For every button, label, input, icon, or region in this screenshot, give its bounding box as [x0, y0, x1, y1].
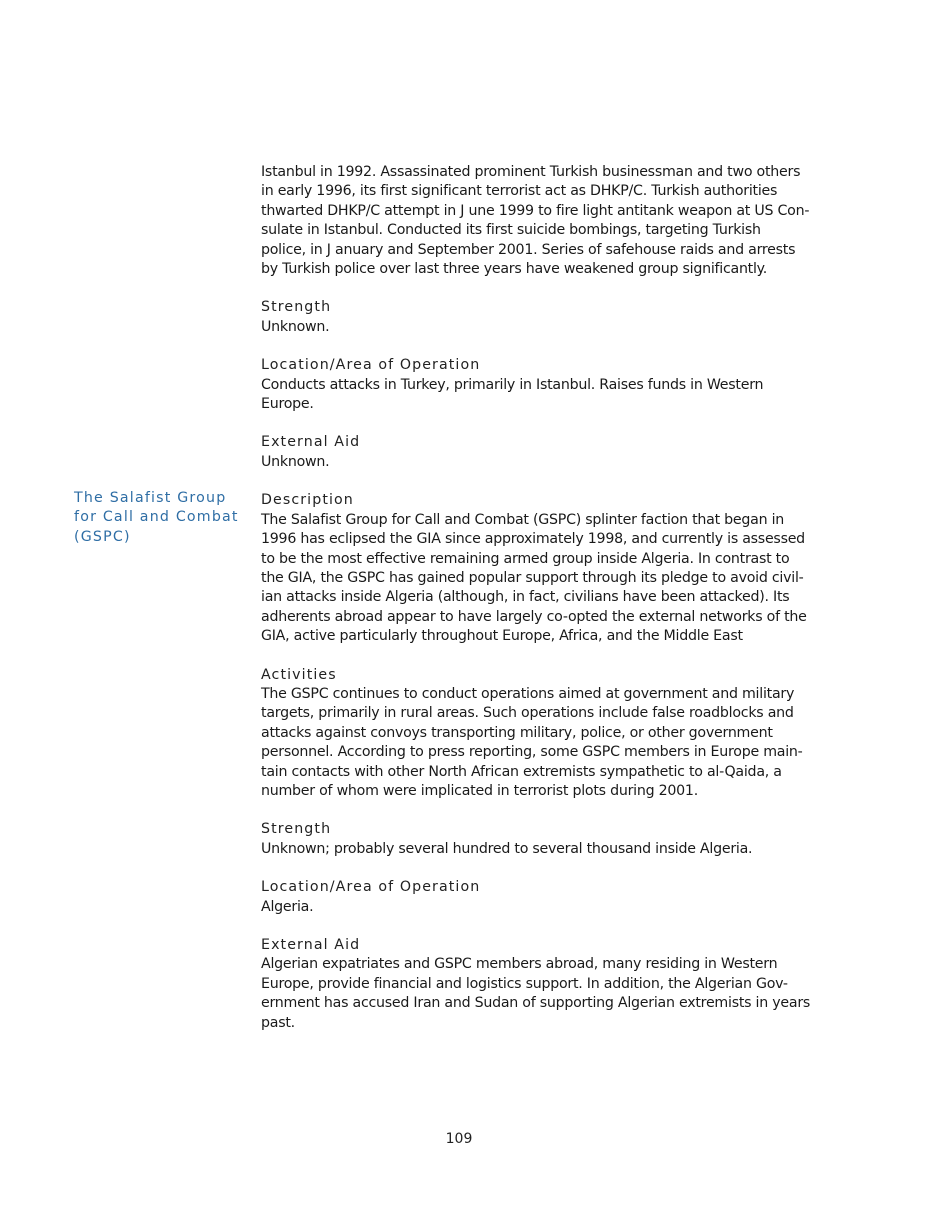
gspc-location-text: Algeria.	[261, 898, 314, 915]
sidebar-title-line: (GSPC)	[74, 528, 131, 545]
text-line: Conducts attacks in Turkey, primarily in Istanbul. Raises funds in Western	[261, 376, 764, 393]
text-line: The Salafist Group for Call and Combat (GSPC) splinter faction that began in	[261, 511, 785, 528]
text-line: thwarted DHKP/C attempt in J une 1999 to fire light antitank weapon at US Con-	[261, 202, 810, 219]
text-line: sulate in Istanbul. Conducted its first suicide bombings, targeting Turkish	[261, 222, 761, 239]
text-line: Europe, provide financial and logistics support. In addition, the Algerian Gov-	[261, 975, 788, 992]
text-line: by Turkish police over last three years have weakened group significantly.	[261, 261, 768, 278]
text-line: The GSPC continues to conduct operations aimed at government and military	[261, 685, 795, 702]
text-line: Europe.	[261, 396, 314, 413]
gspc-strength-text: Unknown; probably several hundred to several thousand inside Algeria.	[261, 840, 753, 857]
gspc-description-paragraph	[261, 511, 821, 647]
text-line: ian attacks inside Algeria (although, in fact, civilians have been attacked). Its	[261, 589, 790, 606]
gspc-external-aid-paragraph	[261, 955, 821, 1033]
text-line: in early 1996, its first significant terrorist act as DHKP/C. Turkish authorities	[261, 183, 778, 200]
text-line: number of whom were implicated in terrorist plots during 2001.	[261, 782, 698, 799]
text-line: targets, primarily in rural areas. Such operations include false roadblocks and	[261, 705, 794, 722]
text-line: personnel. According to press reporting, some GSPC members in Europe main-	[261, 744, 803, 761]
sidebar-title-line: The Salafist Group	[74, 490, 227, 506]
text-line: Istanbul in 1992. Assassinated prominent Turkish businessman and two others	[261, 164, 801, 180]
dhkpc-strength-heading: Strength	[261, 299, 332, 316]
text-line: 1996 has eclipsed the GIA since approximately 1998, and currently is assessed	[261, 531, 805, 548]
main-text-column	[261, 163, 821, 1033]
text-line: to be the most effective remaining armed group inside Algeria. In contrast to	[261, 550, 790, 567]
gspc-activities-paragraph	[261, 685, 821, 801]
text-line: ernment has accused Iran and Sudan of supporting Algerian extremists in years	[261, 995, 811, 1012]
page-number: 109	[445, 1131, 473, 1147]
text-line: tain contacts with other North African extremists sympathetic to al-Qaida, a	[261, 763, 782, 780]
dhkpc-external-aid-heading: External Aid	[261, 434, 361, 451]
text-line: adherents abroad appear to have largely co-opted the external networks of the	[261, 608, 807, 625]
gspc-strength-heading: Strength	[261, 821, 332, 838]
dhkpc-intro-paragraph	[261, 163, 821, 279]
text-line: police, in J anuary and September 2001. Series of safehouse raids and arrests	[261, 241, 796, 258]
text-line: attacks against convoys transporting military, police, or other government	[261, 724, 773, 741]
gspc-activities-heading: Activities	[261, 666, 337, 683]
gspc-external-aid-heading: External Aid	[261, 937, 361, 953]
dhkpc-external-aid-text: Unknown.	[261, 453, 330, 470]
gspc-description-heading: Description	[261, 492, 354, 509]
sidebar-title-line: for Call and Combat	[74, 509, 239, 526]
group-name-sidebar-title	[74, 489, 249, 547]
text-line: past.	[261, 1014, 295, 1031]
text-line: the GIA, the GSPC has gained popular support through its pledge to avoid civil-	[261, 569, 804, 586]
dhkpc-location-heading: Location/Area of Operation	[261, 357, 481, 374]
gspc-location-heading: Location/Area of Operation	[261, 879, 481, 896]
dhkpc-strength-text: Unknown.	[261, 318, 330, 335]
text-line: GIA, active particularly throughout Europe, Africa, and the Middle East	[261, 628, 743, 645]
text-line: Algerian expatriates and GSPC members abroad, many residing in Western	[261, 956, 778, 973]
